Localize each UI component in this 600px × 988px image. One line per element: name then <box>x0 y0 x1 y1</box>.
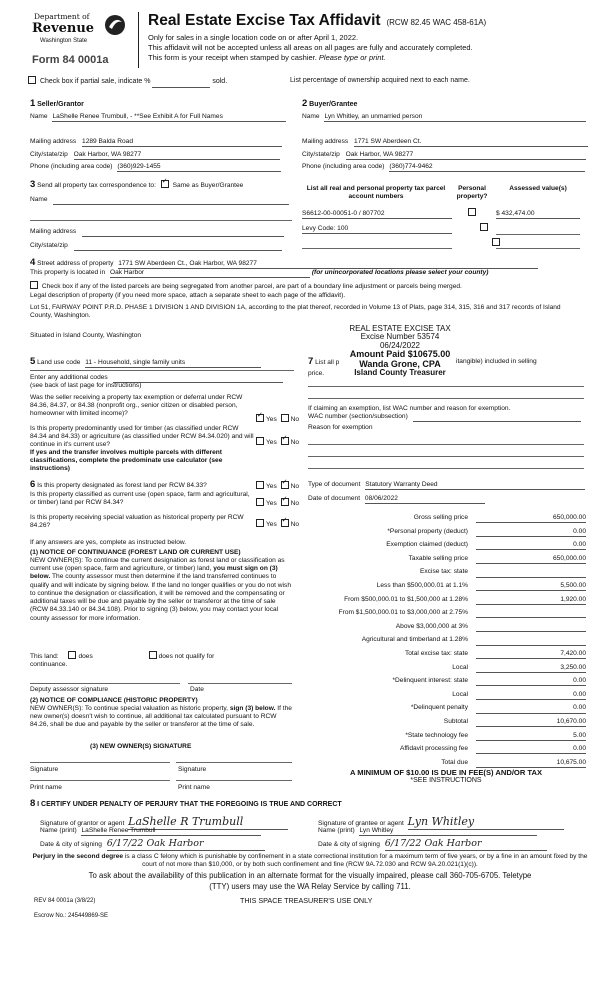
assessor-date-line <box>188 683 292 684</box>
sec6-q3: Is this property receiving special valuation as historical property per RCW 84.26? <box>30 514 244 530</box>
assessed-value-1[interactable]: $ 432,474.00 <box>496 210 580 219</box>
treasurer-use: THIS SPACE TREASURER'S USE ONLY <box>240 896 373 905</box>
calc-amount[interactable] <box>476 568 586 577</box>
calc-label: Total excise tax: state <box>404 650 468 657</box>
sec7-num: 7 <box>308 356 314 367</box>
parcel-header-assessed: Assessed value(s) <box>509 185 567 192</box>
reason-line1 <box>308 444 584 445</box>
levy-code-field[interactable]: Levy Code: 100 <box>302 225 452 234</box>
parcel-number-1[interactable]: S6612-00-00051-0 / 807702 <box>302 210 452 219</box>
alt-format-line1: To ask about the availability of this publication in an alternate format for the visually impaired, please call 360-705-6705. Teletype <box>88 871 532 880</box>
buyer-phone-label: Phone (including area code) <box>302 163 385 170</box>
landuse-label: Land use code <box>37 359 81 366</box>
cert-num: 8 <box>30 798 36 809</box>
personal-property-checkbox-3[interactable] <box>492 238 500 246</box>
grantor-date-field[interactable]: 6/17/22 Oak Harbor <box>107 838 265 851</box>
reason-line3 <box>308 468 584 469</box>
landuse-q1: Was the seller receiving a property tax exemption or deferral under RCW 84.36, 84.37, or 84.38 (nonprofit org., senior citizen or disabled person, homeowner with limited income)? <box>30 394 243 418</box>
calc-amount[interactable] <box>476 609 586 618</box>
revenue-swoosh-icon <box>104 14 126 36</box>
perjury-bold: Perjury in the second degree <box>32 853 124 860</box>
minimum-due-line1: A MINIMUM OF $10.00 IS DUE IN FEE(S) AND/OR TAX <box>349 768 543 777</box>
owner-print-line-1 <box>30 780 170 781</box>
stamp-line5: Wanda Grone, CPA <box>359 358 441 369</box>
legal-desc-label: Legal description of property (if you need more space, attach a separate sheet to each page of the affidavit). <box>30 292 346 299</box>
s6q3-yes-checkbox[interactable] <box>256 519 264 527</box>
taxcorr-city-label: City/state/zip <box>30 242 68 249</box>
property-num: 4 <box>30 257 36 268</box>
s6q2-yes-checkbox[interactable] <box>256 498 264 506</box>
stamp-line4: Amount Paid $10675.00 <box>349 349 451 360</box>
owner-sig-line-1 <box>30 762 170 763</box>
q1-yes-label: Yes <box>266 416 277 423</box>
segregation-label: Check box if any of the listed parcels are being segregated from another parcel, are part of a boundary line adjustment or parcels being merged. <box>41 283 462 290</box>
buyer-heading: Buyer/Grantee <box>309 101 358 108</box>
landuse-q2-bold: If yes and the transfer involves multiple parcels with different classifications, complete the predominate use calculator (see instructions) <box>30 449 223 473</box>
buyer-name-label: Name <box>302 113 320 120</box>
taxcorr-name-field[interactable] <box>53 196 289 205</box>
stamp-line1: REAL ESTATE EXCISE TAX <box>349 324 451 333</box>
owner-print-line-2 <box>176 780 292 781</box>
doc-type-field[interactable]: Statutory Warranty Deed <box>365 481 585 490</box>
land-does-label: does <box>78 653 93 660</box>
form-number: Form 84 0001a <box>32 54 109 66</box>
header-note3-italic: Please type or print. <box>318 53 386 62</box>
property-loc-note: (for unincorporated locations please select your county) <box>311 269 489 276</box>
exemption-label: If claiming an exemption, list WAC number and reason for exemption. <box>308 405 511 412</box>
situated-text: Situated in Island County, Washington <box>30 332 142 339</box>
land-does-not-label: does not qualify for <box>158 653 215 660</box>
calc-label: Gross selling price <box>413 514 468 521</box>
perjury-text: is a class C felony which is punishable by confinement in a state correctional institution for a maximum term of five years, or by a fine in an amount fixed by the court of not more than $10,000, or by both such confinement and fine (RCW 9A.72.030 and RCW 9A.20.021(1)(c)). <box>124 853 588 869</box>
q1-yes-checkbox[interactable] <box>256 414 264 422</box>
calc-label: From $500,000.01 to $1,500,000 at 1.28% <box>344 595 468 603</box>
s6q3-yes-label: Yes <box>266 521 277 528</box>
notice1-title: (1) NOTICE OF CONTINUANCE (FOREST LAND OR CURRENT USE) <box>30 549 241 556</box>
sec7-label-c: price. <box>308 370 325 377</box>
personal-property-checkbox-2[interactable] <box>480 223 488 231</box>
owner-sig-line-2 <box>176 762 292 763</box>
seller-heading: Seller/Grantor <box>37 101 84 108</box>
taxcorr-mail-label: Mailing address <box>30 228 77 235</box>
calc-amount[interactable]: 0.00 <box>476 528 586 537</box>
calc-label: Local <box>452 690 468 698</box>
segregation-checkbox[interactable] <box>30 281 38 289</box>
owner-sig-label-1: Signature <box>30 766 59 773</box>
landuse-q2: Is this property predominantly used for timber (as classified under RCW 84.34 and 84.33) or agriculture (as classified under RCW 84.34.020) and will continue in it's current use? <box>30 425 254 449</box>
taxcorr-city-field[interactable] <box>74 242 282 251</box>
grantor-name-field[interactable]: LaShelle Renee Trumbull <box>81 827 261 836</box>
seller-mail-field[interactable]: 1289 Balda Road <box>82 138 282 147</box>
additional-codes-note: (see back of last page for instructions) <box>30 382 142 389</box>
property-address-field[interactable]: 1771 SW Aberdeen Ct., Oak Harbor, WA 98277 <box>118 260 538 269</box>
buyer-city-field[interactable]: Oak Harbor, WA 98277 <box>346 151 586 160</box>
sec6-num: 6 <box>30 479 36 490</box>
notice3-title: (3) NEW OWNER(S) SIGNATURE <box>90 743 192 750</box>
q2-no-label: No <box>290 439 300 446</box>
sec6-answer-note: If any answers are yes, complete as instructed below. <box>30 539 187 546</box>
taxcorr-label: Send all property tax correspondence to: <box>37 182 156 189</box>
calc-label: Agricultural and timberland at 1.28% <box>361 636 468 644</box>
partial-percent-field[interactable] <box>152 78 210 88</box>
personal-property-checkbox-1[interactable] <box>468 208 476 216</box>
calc-amount[interactable]: 5,500.00 <box>476 582 586 591</box>
additional-codes-label: Enter any additional codes <box>30 374 108 381</box>
q1-no-checkbox[interactable] <box>281 414 289 422</box>
parcel-header-personal: Personal property? <box>456 185 488 201</box>
reason-label: Reason for exemption <box>308 424 373 431</box>
calc-amount[interactable]: 0.00 <box>476 677 586 686</box>
alt-format-line2: (TTY) users may use the WA Relay Service by calling 711. <box>209 882 411 891</box>
landuse-line <box>30 370 294 371</box>
taxcorr-name-label: Name <box>30 196 48 203</box>
landuse-num: 5 <box>30 356 36 367</box>
s6q1-yes-checkbox[interactable] <box>256 481 264 489</box>
calc-label: *Delinquent interest: state <box>392 677 468 685</box>
notice2-text <box>30 705 292 730</box>
calc-amount[interactable]: 7,420.00 <box>476 650 586 659</box>
dor-logo <box>20 12 132 56</box>
calc-label: Excise tax: state <box>419 568 468 576</box>
s6q3-no-label: No <box>290 521 300 528</box>
stamp-line6: Island County Treasurer <box>354 368 446 378</box>
seller-phone-field[interactable]: (360)929-1455 <box>117 163 281 172</box>
s6q1-no-label: No <box>290 483 300 490</box>
notice1-text-b: you must sign on (3) below. <box>30 565 278 581</box>
buyer-num: 2 <box>302 98 308 109</box>
s6q1-yes-label: Yes <box>266 483 277 490</box>
this-land-label: This land: <box>30 653 59 660</box>
buyer-phone-field[interactable]: (360)774-9462 <box>389 163 585 172</box>
same-as-buyer-label: Same as Buyer/Grantee <box>172 182 244 189</box>
minimum-due-line2: *SEE INSTRUCTIONS <box>410 777 482 784</box>
header-note2: This affidavit will not be accepted unless all areas on all pages are fully and accurately completed. <box>148 43 473 52</box>
notice1-text <box>30 557 292 623</box>
agency-line1: Department of <box>34 12 90 21</box>
grantee-sig-label: Signature of grantee or agent <box>318 820 404 827</box>
doc-type-label: Type of document <box>308 481 361 488</box>
grantee-date-field[interactable]: 6/17/22 Oak Harbor <box>385 838 547 851</box>
grantor-date-label: Date & city of signing <box>40 841 102 848</box>
stamp-line2: Excise Number 53574 <box>360 332 440 342</box>
sec7-line1 <box>308 386 584 387</box>
partial-sale-label: Check box if partial sale, indicate % <box>39 78 151 85</box>
calc-amount[interactable]: 0.00 <box>476 745 586 754</box>
seller-name-field[interactable]: LaShelle Renee Trumbull, - **See Exhibit A for Full Names <box>52 113 286 122</box>
form-title: Real Estate Excise Tax Affidavit <box>148 12 381 29</box>
calc-label: Local <box>452 663 468 671</box>
perjury-notice <box>30 853 590 869</box>
grantor-signature[interactable]: LaShelle R Trumbull <box>128 815 288 830</box>
property-address-label: Street address of property <box>37 260 114 267</box>
s6q2-no-label: No <box>290 500 300 507</box>
calc-amount[interactable]: 650,000.00 <box>476 514 586 523</box>
seller-name-label: Name <box>30 113 48 120</box>
calc-label: Exemption claimed (deduct) <box>386 541 468 549</box>
notice2-text-b: sign (3) below. <box>229 705 276 712</box>
calc-label: Less than $500,000.01 at 1.1% <box>376 582 468 589</box>
grantee-signature[interactable]: Lyn Whitley <box>408 815 564 830</box>
partial-sold-label: sold. <box>212 78 228 85</box>
assessed-line-3 <box>496 248 580 249</box>
legal-description[interactable]: Lot 51, FAIRWAY POINT P.R.D. PHASE 1 DIVISION 1 AND DIVISION 1A, according to the plat thereof, recorded in Volume 13 of Plats, page 314, 315, 316 and 317 records of Island County, Washington. <box>30 304 561 320</box>
sec7-line2 <box>308 398 584 399</box>
calc-label: Above $3,000,000 at 3% <box>395 622 468 630</box>
calc-amount[interactable]: 3,250.00 <box>476 664 586 673</box>
escrow-number: Escrow No.: 245449869-SE <box>34 913 109 919</box>
owner-print-label-2: Print name <box>178 784 210 791</box>
s6q3-no-checkbox[interactable] <box>281 519 289 527</box>
calc-label: *State technology fee <box>405 731 468 739</box>
buyer-city-label: City/state/zip <box>302 151 340 158</box>
doc-date-field[interactable]: 08/06/2022 <box>365 495 485 504</box>
agency-line2: Revenue <box>32 21 95 36</box>
grantor-sig-label: Signature of grantor or agent <box>40 820 125 827</box>
buyer-mail-field[interactable]: 1771 SW Aberdeen Ct. <box>354 138 588 147</box>
buyer-mail-label: Mailing address <box>302 138 349 145</box>
q2-yes-checkbox[interactable] <box>256 437 264 445</box>
continuance-label: continuance. <box>30 661 68 668</box>
wac-field[interactable] <box>413 413 581 422</box>
calc-label: *Personal property (deduct) <box>387 527 468 535</box>
sec7-label-a: List all p <box>315 359 340 366</box>
reason-line2 <box>308 456 584 457</box>
sec7-label-b: itangible) included in selling <box>456 358 537 365</box>
q2-yes-label: Yes <box>266 439 277 446</box>
buyer-name-field[interactable]: Lyn Whitley, an unmarried person <box>324 113 586 122</box>
q1-no-label: No <box>290 416 300 423</box>
calc-amount[interactable]: 650,000.00 <box>476 555 586 564</box>
calc-amount[interactable] <box>476 636 586 645</box>
sec6-q1: Is this property designated as forest land per RCW 84.33? <box>37 482 207 489</box>
calc-amount[interactable]: 0.00 <box>476 704 586 713</box>
grantee-name-label: Name (print) <box>318 827 355 834</box>
assessor-sig-line <box>30 683 180 684</box>
wac-label: WAC number (section/subsection) <box>308 413 408 420</box>
header-note3: This form is your receipt when stamped by cashier. <box>148 53 317 62</box>
calc-label: Taxable selling price <box>408 554 468 562</box>
treasurer-stamp <box>314 325 486 377</box>
cert-heading: I CERTIFY UNDER PENALTY OF PERJURY THAT THE FOREGOING IS TRUE AND CORRECT <box>37 801 342 808</box>
s6q1-no-checkbox[interactable] <box>281 481 289 489</box>
parcel-line-3 <box>302 248 452 249</box>
same-as-buyer-checkbox[interactable] <box>161 180 169 188</box>
header-divider <box>138 12 139 68</box>
calc-label: From $1,500,000.01 to $3,000,000 at 2.75% <box>338 609 468 617</box>
s6q2-yes-label: Yes <box>266 500 277 507</box>
calc-amount[interactable]: 0.00 <box>476 691 586 700</box>
grantee-date-label: Date & city of signing <box>318 841 380 848</box>
parcel-header-accounts: List all real and personal property tax parcel account numbers <box>306 185 446 201</box>
ownership-note: List percentage of ownership acquired next to each name. <box>290 77 470 84</box>
taxcorr-blank-line <box>30 220 292 221</box>
seller-num: 1 <box>30 98 36 109</box>
property-loc-field[interactable]: Oak Harbor <box>110 269 310 278</box>
grantee-name-field[interactable]: Lyn Whitley <box>359 827 537 836</box>
owner-print-label-1: Print name <box>30 784 62 791</box>
notice2-text-c: If the new owner(s) doesn't wish to continue, all additional tax calculated pursuant to RCW 84.26, shall be due and payable by the seller or transferor at the time of sale. <box>30 705 292 729</box>
notice2-title: (2) NOTICE OF COMPLIANCE (HISTORIC PROPERTY) <box>30 697 198 704</box>
s6q2-no-checkbox[interactable] <box>281 498 289 506</box>
owner-sig-label-2: Signature <box>178 766 207 773</box>
partial-sale-checkbox[interactable] <box>28 76 36 84</box>
assessor-sig-label: Deputy assessor signature <box>30 686 109 693</box>
taxcorr-mail-field[interactable] <box>82 228 284 237</box>
calc-amount[interactable]: 1,920.00 <box>476 596 586 605</box>
seller-city-field[interactable]: Oak Harbor, WA 98277 <box>74 151 280 160</box>
agency-line3: Washington State <box>40 38 88 44</box>
land-does-not-checkbox[interactable] <box>149 651 157 659</box>
calc-label: *Delinquent penalty <box>410 704 468 712</box>
notice1-text-c: The county assessor must then determine if the land transferred continues to qualify and will indicate by signing below. If the land no longer qualifies or you do not wish to continue the designation or classification, it will be removed and the compensating or additional taxes will be due and payable by the seller or transferor at the time of sale (RCW 84.33.140 or 84.34.108). Prior to signing (3) below, you may contact your local county assessor for more information. <box>30 573 291 622</box>
seller-city-label: City/state/zip <box>30 151 68 158</box>
notice2-text-a: NEW OWNER(S): To continue special valuation as historic property, <box>30 705 229 712</box>
q2-no-checkbox[interactable] <box>281 437 289 445</box>
assessed-line-2 <box>496 234 580 235</box>
header-note1: Only for sales in a single location code on or after April 1, 2022. <box>148 33 359 42</box>
landuse-code-field[interactable]: 11 - Household, single family units <box>85 359 261 368</box>
calc-amount[interactable]: 10,675.00 <box>476 759 586 768</box>
calc-amount[interactable]: 5.00 <box>476 732 586 741</box>
rev-number: REV 84 0001a (3/8/22) <box>34 898 96 904</box>
calc-amount[interactable]: 0.00 <box>476 541 586 550</box>
calc-amount[interactable] <box>476 623 586 632</box>
property-loc-label: This property is located in <box>30 269 106 276</box>
assessor-date-label: Date <box>190 686 204 693</box>
grantor-name-label: Name (print) <box>40 827 77 834</box>
seller-mail-label: Mailing address <box>30 138 77 145</box>
calc-label: Subtotal <box>443 718 468 725</box>
calc-label: Total due <box>441 758 468 766</box>
doc-date-label: Date of document <box>308 495 361 502</box>
notice1-text-a: NEW OWNER(S): To continue the current designation as forest land or classification as current use (open space, farm and agriculture, or timber) land, <box>30 557 285 573</box>
calc-label: Affidavit processing fee <box>399 745 468 753</box>
sec6-q2: Is this property classified as current use (open space, farm and agricultural, or timber) land per RCW 84.34? <box>30 491 250 507</box>
land-does-checkbox[interactable] <box>68 651 76 659</box>
stamp-line3: 06/24/2022 <box>379 340 421 350</box>
seller-phone-label: Phone (including area code) <box>30 163 113 170</box>
form-rcw: (RCW 82.45 WAC 458-61A) <box>386 18 487 27</box>
taxcorr-num: 3 <box>30 179 36 190</box>
calc-amount[interactable]: 10,670.00 <box>476 718 586 727</box>
